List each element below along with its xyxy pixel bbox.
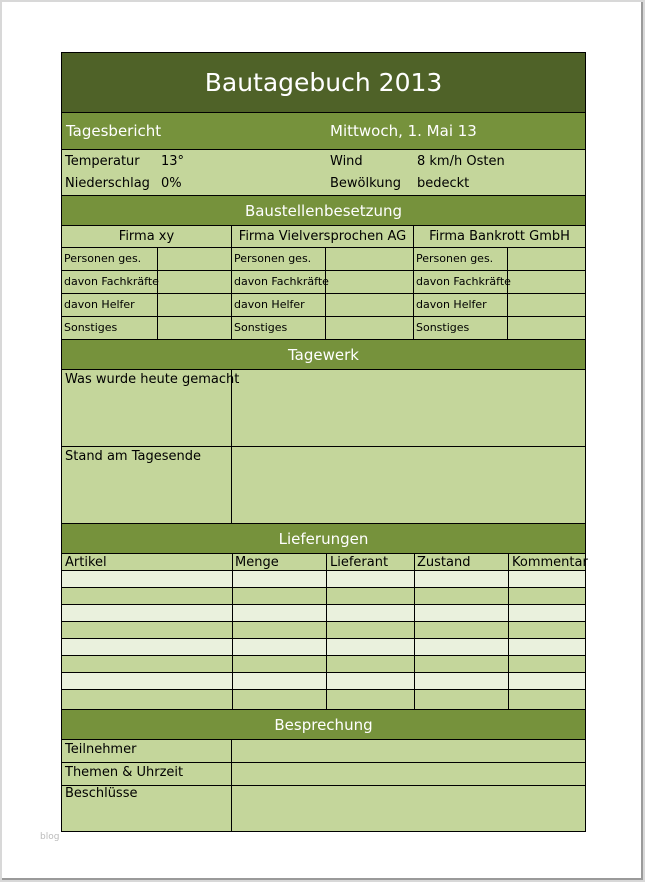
work-done-row [62, 370, 585, 447]
decisions-field[interactable] [232, 786, 585, 831]
column-divider [414, 554, 415, 709]
c3-row-value[interactable] [508, 317, 585, 339]
cloud-label: Bewölkung [330, 176, 401, 191]
deliveries-header-row [62, 554, 588, 571]
work-status-row [62, 447, 585, 524]
delivery-row[interactable] [62, 571, 585, 588]
topics-label: Themen & Uhrzeit [65, 765, 184, 780]
c2-row-label: davon Fachkräfte [234, 275, 329, 288]
c2-row-label: davon Helfer [234, 298, 305, 311]
work-done-label: Was wurde heute gemacht [65, 372, 240, 387]
work-done-field[interactable] [232, 370, 585, 446]
c2-row-label: Personen ges. [234, 252, 312, 265]
company-3-name: Firma Bankrott GmbH [429, 229, 570, 244]
delivery-row[interactable] [62, 605, 585, 622]
c3-row-value[interactable] [508, 271, 585, 293]
meeting-heading: Besprechung [62, 710, 585, 740]
c1-row-label: Sonstiges [64, 321, 118, 334]
construction-diary-form [61, 52, 586, 832]
cloud-value[interactable]: bedeckt [417, 176, 470, 191]
participants-field[interactable] [232, 740, 585, 762]
delivery-row[interactable] [62, 656, 585, 673]
participants-label: Teilnehmer [65, 742, 137, 757]
rain-label: Niederschlag [65, 176, 150, 191]
report-date: Mittwoch, 1. Mai 13 [330, 122, 477, 140]
company-1-header [62, 226, 232, 247]
company-3-header [414, 226, 585, 247]
c1-row-value[interactable] [158, 248, 232, 270]
topics-row [62, 763, 585, 786]
decisions-row [62, 786, 585, 831]
delivery-row[interactable] [62, 690, 585, 709]
c3-row-label: Personen ges. [416, 252, 494, 265]
c1-row-value[interactable] [158, 271, 232, 293]
temperature-label: Temperatur [65, 154, 140, 169]
c2-row-label: Sonstiges [234, 321, 288, 334]
report-header-row [62, 113, 585, 150]
c2-row-value[interactable] [326, 271, 414, 293]
page-title: Bautagebuch 2013 [62, 53, 585, 113]
c2-row-value[interactable] [326, 248, 414, 270]
delivery-row[interactable] [62, 588, 585, 605]
c1-row-value[interactable] [158, 294, 232, 316]
c2-row-value[interactable] [326, 317, 414, 339]
decisions-label: Beschlüsse [65, 786, 138, 801]
col-header: Lieferant [330, 555, 389, 570]
company-2-header [232, 226, 414, 247]
company-header-row [62, 226, 585, 248]
work-status-label: Stand am Tagesende [65, 449, 201, 464]
c2-row-value[interactable] [326, 294, 414, 316]
deliveries-table [62, 554, 588, 710]
staffing-row-3 [62, 294, 585, 317]
c3-row-label: davon Fachkräfte [416, 275, 511, 288]
watermark-text: blog [40, 832, 60, 842]
weather-section [62, 150, 585, 196]
temperature-value[interactable]: 13° [161, 154, 185, 169]
wind-label: Wind [330, 154, 363, 169]
wind-value[interactable]: 8 km/h Osten [417, 154, 505, 169]
c1-row-value[interactable] [158, 317, 232, 339]
delivery-row[interactable] [62, 622, 585, 639]
work-heading: Tagewerk [62, 340, 585, 370]
col-header: Menge [235, 555, 279, 570]
staffing-row-2 [62, 271, 585, 294]
rain-value[interactable]: 0% [161, 176, 182, 191]
work-status-field[interactable] [232, 447, 585, 523]
company-1-name: Firma xy [118, 229, 175, 244]
column-divider [232, 554, 233, 709]
delivery-row[interactable] [62, 639, 585, 656]
staffing-heading: Baustellenbesetzung [62, 196, 585, 226]
c3-row-value[interactable] [508, 294, 585, 316]
column-divider [326, 554, 327, 709]
c3-row-label: davon Helfer [416, 298, 487, 311]
participants-row [62, 740, 585, 763]
c1-row-label: Personen ges. [64, 252, 142, 265]
c1-row-label: davon Helfer [64, 298, 135, 311]
company-2-name: Firma Vielversprochen AG [238, 229, 407, 244]
c1-row-label: davon Fachkräfte [64, 275, 159, 288]
deliveries-heading: Lieferungen [62, 524, 585, 554]
c3-row-value[interactable] [508, 248, 585, 270]
column-divider [508, 554, 509, 709]
col-header: Artikel [65, 555, 107, 570]
col-header: Kommentar [512, 555, 588, 570]
c3-row-label: Sonstiges [416, 321, 470, 334]
document-page [2, 2, 643, 880]
topics-field[interactable] [232, 763, 585, 785]
report-label: Tagesbericht [66, 122, 162, 140]
col-header: Zustand [417, 555, 471, 570]
delivery-row[interactable] [62, 673, 585, 690]
staffing-row-1 [62, 248, 585, 271]
staffing-row-4 [62, 317, 585, 340]
